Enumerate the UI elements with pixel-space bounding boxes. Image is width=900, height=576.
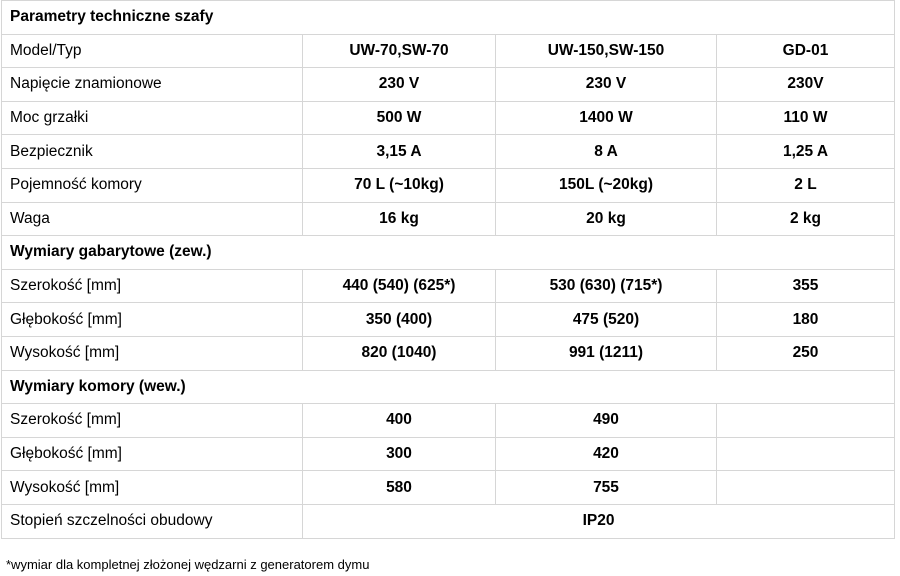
cell-value: 500 W [303,101,496,135]
row-label: Głębokość [mm] [2,437,303,471]
table-row [2,303,895,337]
table-title: Parametry techniczne szafy [2,1,895,35]
cell-value: 350 (400) [303,303,496,337]
cell-value: 150L (~20kg) [496,168,717,202]
row-label: Głębokość [mm] [2,303,303,337]
title-row [2,1,895,35]
cell-value: 16 kg [303,202,496,236]
row-label: Wysokość [mm] [2,336,303,370]
cell-value: 1400 W [496,101,717,135]
footnote: *wymiar dla kompletnej złożonej wędzarni z generatorem dymu [6,557,370,572]
cell-value: 250 [717,336,895,370]
model-uw70: UW-70,SW-70 [303,34,496,68]
row-label: Moc grzałki [2,101,303,135]
cell-value: 490 [496,404,717,438]
table-row [2,202,895,236]
cell-value: 2 kg [717,202,895,236]
cell-value: 230 V [496,68,717,102]
table-row [2,269,895,303]
section-row [2,370,895,404]
table-row [2,437,895,471]
row-label: Waga [2,202,303,236]
cell-value: 20 kg [496,202,717,236]
section-heading-internal: Wymiary komory (wew.) [2,370,895,404]
row-label: Szerokość [mm] [2,404,303,438]
cell-value: 2 L [717,168,895,202]
cell-value: 420 [496,437,717,471]
row-label: Napięcie znamionowe [2,68,303,102]
cell-value: 820 (1040) [303,336,496,370]
cell-value: 70 L (~10kg) [303,168,496,202]
cell-value [717,471,895,505]
cell-value: 580 [303,471,496,505]
cell-value: 755 [496,471,717,505]
table-row [2,336,895,370]
row-label: Pojemność komory [2,168,303,202]
cell-value: 300 [303,437,496,471]
ip-rating-value: IP20 [303,504,895,538]
cell-value: 1,25 A [717,135,895,169]
model-uw150: UW-150,SW-150 [496,34,717,68]
cell-value: 230 V [303,68,496,102]
row-label: Wysokość [mm] [2,471,303,505]
table-row [2,135,895,169]
table-row [2,101,895,135]
spec-table [1,0,895,539]
table-row [2,34,895,68]
model-gd01: GD-01 [717,34,895,68]
table-row [2,168,895,202]
row-label: Szerokość [mm] [2,269,303,303]
cell-value: 355 [717,269,895,303]
table-row [2,471,895,505]
cell-value: 230V [717,68,895,102]
row-label: Bezpiecznik [2,135,303,169]
cell-value [717,404,895,438]
cell-value: 400 [303,404,496,438]
row-label: Stopień szczelności obudowy [2,504,303,538]
cell-value: 8 A [496,135,717,169]
cell-value: 530 (630) (715*) [496,269,717,303]
cell-value: 3,15 A [303,135,496,169]
section-row [2,236,895,270]
cell-value: 991 (1211) [496,336,717,370]
cell-value: 180 [717,303,895,337]
table-row [2,504,895,538]
table-row [2,404,895,438]
row-label: Model/Typ [2,34,303,68]
table-row [2,68,895,102]
cell-value: 440 (540) (625*) [303,269,496,303]
cell-value: 475 (520) [496,303,717,337]
cell-value [717,437,895,471]
section-heading-external: Wymiary gabarytowe (zew.) [2,236,895,270]
cell-value: 110 W [717,101,895,135]
